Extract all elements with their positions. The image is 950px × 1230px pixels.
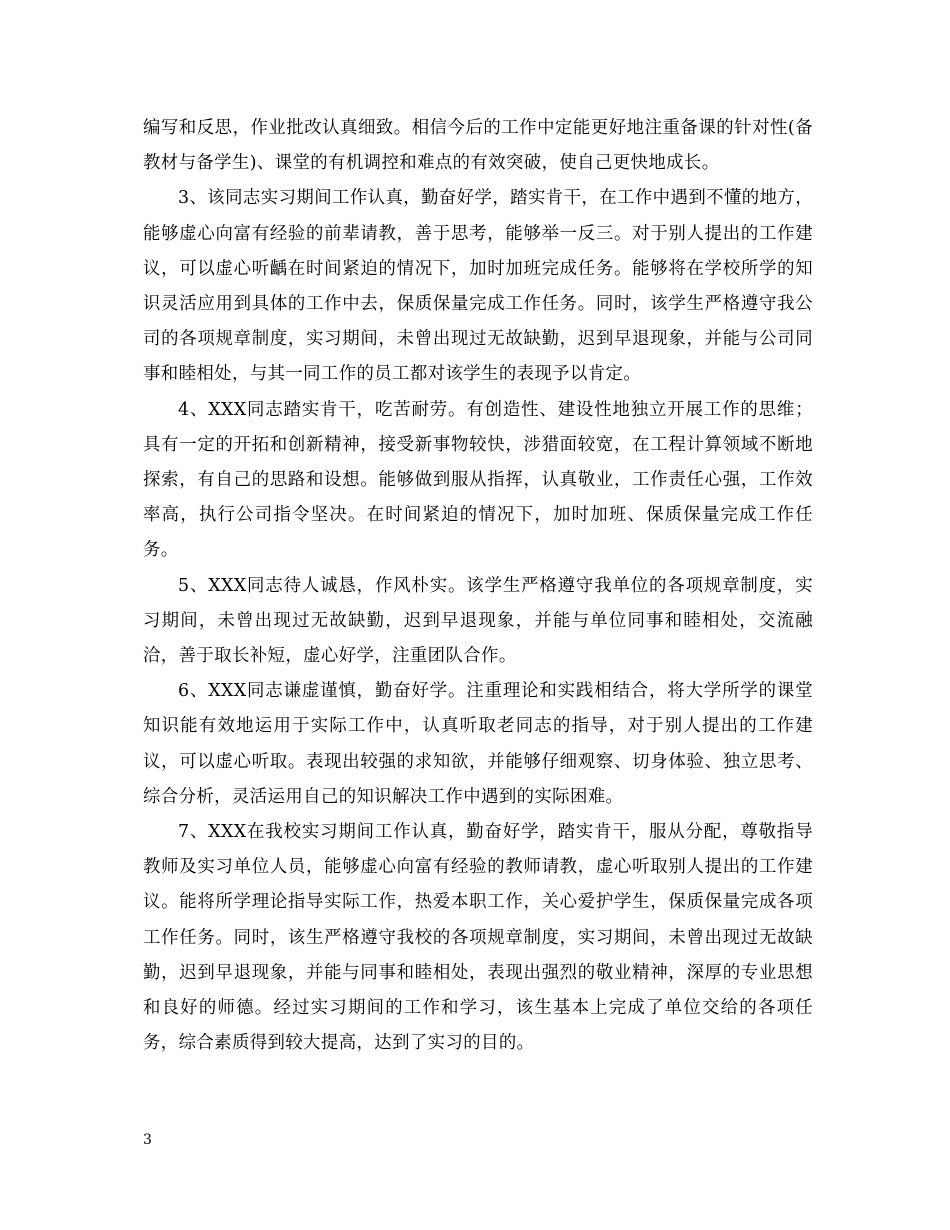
paragraph-item-4: 4、XXX同志踏实肯干，吃苦耐劳。有创造性、建设性地独立开展工作的思维；具有一定的开拓和创新精神，接受新事物较快，涉猎面较宽，在工程计算领域不断地探索，有自己的思路和设想。能够做到服从指挥，认真敬业，工作责任心强，工作效率高，执行公司指令坚决。在时间紧迫的情况下，加时加班、保质保量完成工作任务。 — [143, 399, 813, 561]
paragraph-item-5: 5、XXX同志待人诚恳，作风朴实。该学生严格遵守我单位的各项规章制度，实习期间，未曾出现过无故缺勤，迟到早退现象，并能与单位同事和睦相处，交流融洽，善于取长补短，虚心好学，注重团队合作。 — [143, 575, 813, 667]
page-number: 3 — [143, 1132, 152, 1148]
paragraph-item-3: 3、该同志实习期间工作认真，勤奋好学，踏实肯干，在工作中遇到不懂的地方，能够虚心向富有经验的前辈请教，善于思考，能够举一反三。对于别人提出的工作建议，可以虚心听齲在时间紧迫的情况下，加时加班完成任务。能够将在学校所学的知识灵活应用到具体的工作中去，保质保量完成工作任务。同时，该学生严格遵守我公司的各项规章制度，实习期间，未曾出现过无故缺勤，迟到早退现象，并能与公司同事和睦相处，与其一同工作的员工都对该学生的表现予以肯定。 — [143, 188, 813, 385]
paragraph-item-6: 6、XXX同志谦虚谨慎，勤奋好学。注重理论和实践相结合，将大学所学的课堂知识能有效地运用于实际工作中，认真听取老同志的指导，对于别人提出的工作建议，可以虚心听取。表现出较强的求知欲，并能够仔细观察、切身体验、独立思考、综合分析，灵活运用自己的知识解决工作中遇到的实际困难。 — [143, 681, 813, 807]
paragraph-continuation: 编写和反思，作业批改认真细致。相信今后的工作中定能更好地注重备课的针对性(备教材与备学生)、课堂的有机调控和难点的有效突破，使自己更快地成长。 — [143, 118, 813, 174]
document-body — [143, 111, 813, 1061]
paragraph-item-7: 7、XXX在我校实习期间工作认真，勤奋好学，踏实肯干，服从分配，尊敬指导教师及实习单位人员，能够虚心向富有经验的教师请教，虚心听取别人提出的工作建议。能将所学理论指导实际工作，热爱本职工作，关心爱护学生，保质保量完成各项工作任务。同时，该生严格遵守我校的各项规章制度，实习期间，未曾出现过无故缺勤，迟到早退现象，并能与同事和睦相处，表现出强烈的敬业精神，深厚的专业思想和良好的师德。经过实习期间的工作和学习，该生基本上完成了单位交给的各项任务，综合素质得到较大提高，达到了实习的目的。 — [143, 822, 813, 1054]
